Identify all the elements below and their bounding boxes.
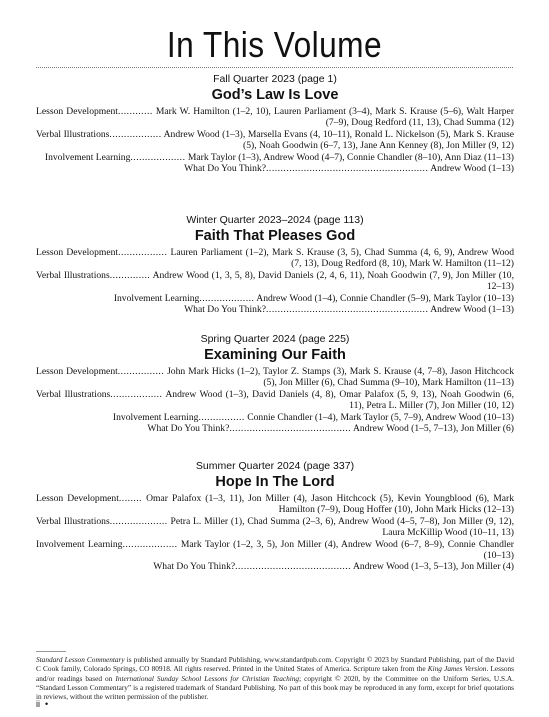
entry-label: What Do You Think? xyxy=(184,163,267,175)
dot-leader: ................... xyxy=(199,292,255,304)
entry-credits: Mark Taylor (1–3), Andrew Wood (4–7), Connie Chandler (8–10), Ann Diaz (11–13) xyxy=(187,151,514,163)
entry-credits: Petra L. Miller (1), Chad Summa (2–3, 6), Andrew Wood (4–5, 7–8), Jon Miller (9, 12), Laura McKillip Wood (10–11, 13) xyxy=(170,515,514,539)
entry-label: Involvement Learning xyxy=(112,411,199,423)
page-number-text: ii xyxy=(36,699,40,709)
entry-credits: Andrew Wood (1–5, 7–13), Jon Miller (6) xyxy=(352,423,514,435)
section-summer-2024 xyxy=(36,460,514,573)
dot-leader: ........................................ xyxy=(235,561,352,573)
entry-label: Lesson Development xyxy=(36,493,119,504)
section-quarter: Summer Quarter 2024 (page 337) xyxy=(195,460,355,472)
dot-leader: ........................................................ xyxy=(266,304,429,316)
entry-credits: Mark W. Hamilton (1–2, 10), Lauren Parliament (3–4), Mark S. Krause (5–6), Walt Harper (7–9), Doug Redford (11, 13), Chad Summa (12) xyxy=(155,106,515,129)
entry-credits: Andrew Wood (1–3), Marsella Evans (4, 10–11), Ronald L. Nickelson (5), Mark S. Krause (5), Noah Goodwin (6–7, 13), Jane Ann Kenney (8), Jon Miller (9, 12) xyxy=(163,128,514,152)
dot-leader: ............ xyxy=(117,106,153,117)
credit-entry xyxy=(36,366,514,389)
section-fall-2023 xyxy=(36,73,514,174)
entry-credits: John Mark Hicks (1–2), Taylor Z. Stamps (3), Mark S. Krause (4, 7–8), Jason Hitchcock (5), Jon Miller (6), Chad Summa (9–10), Mark Hamilton (11–13) xyxy=(167,366,514,389)
entry-label: Lesson Development xyxy=(36,247,119,258)
credit-entry xyxy=(36,423,514,434)
entry-credits: Connie Chandler (1–4), Mark Taylor (5, 7–9), Andrew Wood (10–13) xyxy=(247,411,514,423)
entry-credits: Andrew Wood (1–3), David Daniels (4, 8), Omar Palafox (5, 9, 13), Noah Goodwin (6, 11), Petra L. Miller (7), Jon Miller (10, 12) xyxy=(165,388,514,412)
publication-title: Standard Lesson Commentary xyxy=(36,655,125,664)
credit-entry xyxy=(36,304,514,315)
dot-leader: .................. xyxy=(110,388,163,400)
section-header xyxy=(36,460,514,491)
page-number xyxy=(36,699,48,709)
dot-leader: .............. xyxy=(109,269,151,281)
entry-credits: Andrew Wood (1, 3, 5, 8), David Daniels (2, 4, 6, 11), Noah Goodwin (7, 9), Jon Miller (10, 12–13) xyxy=(152,269,514,293)
entry-label: Verbal Illustrations xyxy=(36,388,111,400)
entry-credits: Andrew Wood (1–3, 5–13), Jon Miller (4) xyxy=(352,561,514,573)
section-title: God’s Law Is Love xyxy=(211,87,339,103)
page-bullet: • xyxy=(45,699,49,709)
dot-leader: ................... xyxy=(130,151,186,163)
credit-entry xyxy=(36,129,514,152)
section-header xyxy=(36,214,514,245)
entry-label: Lesson Development xyxy=(36,366,118,377)
section-header xyxy=(36,73,514,104)
dot-leader: .......................................... xyxy=(229,423,352,435)
dot-leader: ................ xyxy=(117,366,165,377)
section-quarter: Winter Quarter 2023–2024 (page 113) xyxy=(186,214,364,226)
credit-entry xyxy=(36,516,514,539)
entry-label: Involvement Learning xyxy=(44,151,131,163)
lesson-series-title: International Sunday School Lessons for Christian Teaching xyxy=(115,673,300,683)
section-winter-2023-2024 xyxy=(36,214,514,315)
entry-label: Verbal Illustrations xyxy=(36,269,110,281)
entry-label: Involvement Learning xyxy=(36,538,123,550)
credit-entry xyxy=(36,561,514,572)
entry-label: What Do You Think? xyxy=(153,561,236,573)
credit-entry xyxy=(36,293,514,304)
copyright-text: ; copyright © 2020, by the Committee on the Uniform Series, U.S.A. “Standard Lesson Commentary” is a registered trademark of Standard Publishing. No part of this book may be reproduced in any form, except for brief quotations in reviews, without the written permission of the publisher. xyxy=(36,673,514,702)
entry-credits: Andrew Wood (1–4), Connie Chandler (5–9), Mark Taylor (10–13) xyxy=(256,292,514,304)
section-quarter: Spring Quarter 2024 (page 225) xyxy=(200,333,350,345)
entry-credits: Andrew Wood (1–13) xyxy=(430,304,514,316)
dot-leader: ........ xyxy=(118,493,143,504)
entry-credits: Omar Palafox (1–3, 11), Jon Miller (4), Jason Hitchcock (5), Kevin Youngblood (6), Mark Hamilton (7–9), Doug Hoffer (10), John Mark Hicks (12–13) xyxy=(146,493,515,516)
dot-leader: .................. xyxy=(109,128,162,140)
credit-entry xyxy=(36,152,514,163)
section-quarter: Fall Quarter 2023 (page 1) xyxy=(213,73,337,85)
section-title: Faith That Pleases God xyxy=(194,228,356,244)
copyright-text: . Lessons and/or readings based on xyxy=(36,664,514,683)
entry-credits: Lauren Parliament (1–2), Mark S. Krause (3, 5), Chad Summa (4, 6, 9), Andrew Wood (7, 13), Doug Redford (8, 10), Mark W. Hamilton (11–12) xyxy=(170,247,515,270)
credit-entry xyxy=(36,163,514,174)
entry-label: Lesson Development xyxy=(36,106,118,117)
section-title: Hope In The Lord xyxy=(215,474,335,490)
dot-leader: ................... xyxy=(122,538,178,550)
entry-label: Involvement Learning xyxy=(113,292,200,304)
credit-entry xyxy=(36,412,514,423)
entry-label: Verbal Illustrations xyxy=(36,515,110,527)
credit-entry xyxy=(36,106,514,129)
credit-entry xyxy=(36,389,514,412)
credit-entry xyxy=(36,270,514,293)
bible-version: King James Version xyxy=(427,664,487,674)
section-header xyxy=(36,333,514,364)
section-spring-2024 xyxy=(36,333,514,434)
dot-leader: ................ xyxy=(198,411,245,423)
credit-entry xyxy=(36,539,514,562)
entry-label: Verbal Illustrations xyxy=(36,128,110,140)
copyright-notice xyxy=(36,655,514,701)
page-title: In This Volume xyxy=(166,24,383,65)
dot-leader: .................... xyxy=(109,515,168,527)
dot-leader: ........................................................ xyxy=(266,163,429,175)
section-title: Examining Our Faith xyxy=(204,347,346,363)
footer-divider xyxy=(36,651,66,652)
entry-label: What Do You Think? xyxy=(184,304,267,316)
title-divider xyxy=(36,67,513,68)
entry-credits: Mark Taylor (1–2, 3, 5), Jon Miller (4), Andrew Wood (6–7, 8–9), Connie Chandler (10–13) xyxy=(180,538,515,562)
copyright-text: is published annually by Standard Publishing, www.standardpub.com. Copyright © 2023 by Standard Publishing, part of the David C Cook family, Colorado Springs, CO 80918. All rights reserved. Printed in the United States of America. Scripture taken from the xyxy=(36,655,514,674)
entry-credits: Andrew Wood (1–13) xyxy=(430,163,514,175)
credit-entry xyxy=(36,247,514,270)
credit-entry xyxy=(36,493,514,516)
entry-label: What Do You Think? xyxy=(147,423,230,435)
dot-leader: ................. xyxy=(118,247,168,258)
